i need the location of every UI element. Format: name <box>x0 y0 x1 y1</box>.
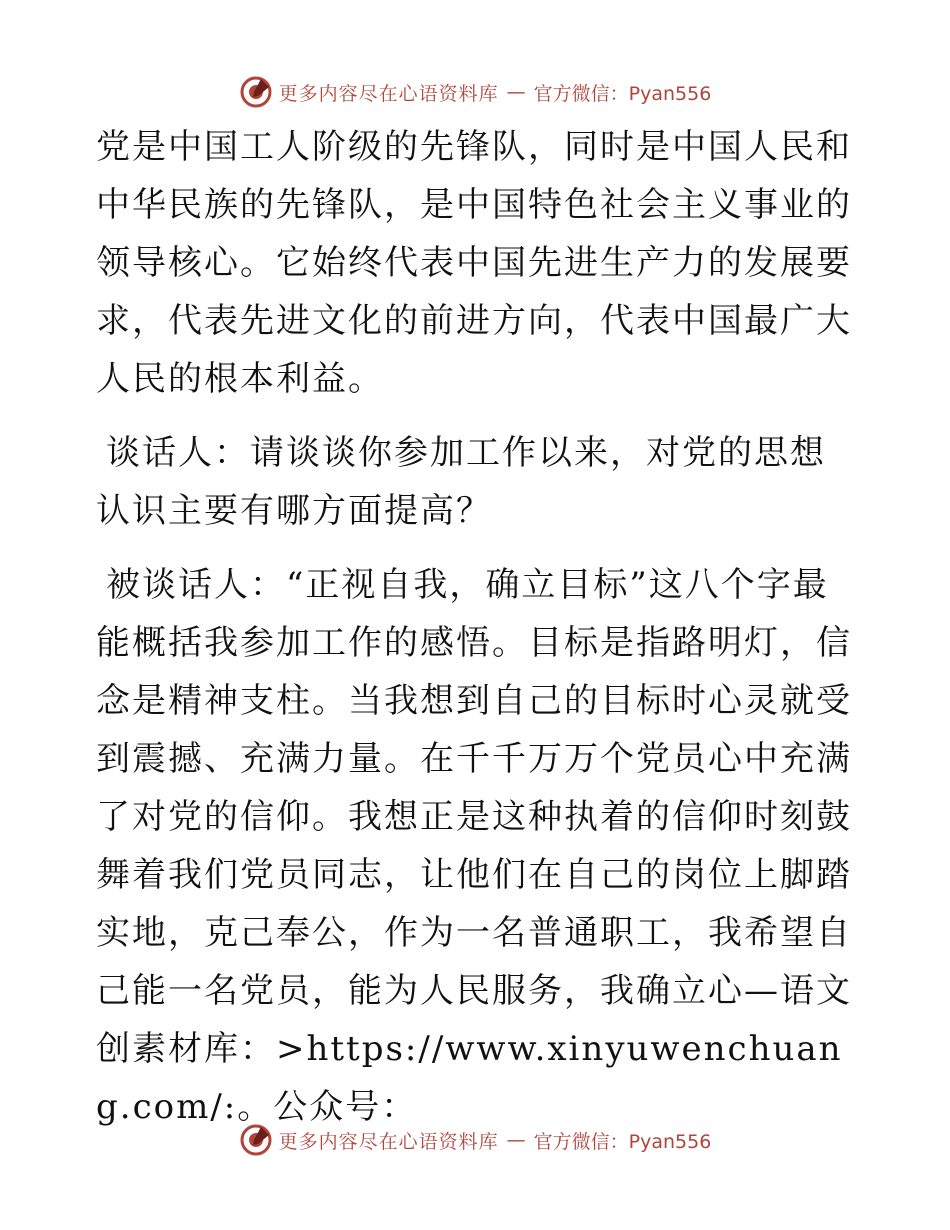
banner-wechat: 官方微信：Pyan556 <box>533 82 712 105</box>
paragraph-party-definition: 党是中国工人阶级的先锋队，同时是中国人民和中华民族的先锋队，是中国特色社会主义事业的领导核心。它始终代表中国先进生产力的发展要求，代表先进文化的前进方向，代表中国最广大人民的根本利益。 <box>96 127 852 399</box>
page-footer-banner <box>0 1120 950 1160</box>
pen-logo-icon <box>239 75 273 109</box>
banner-title: 更多内容尽在心语资料库 <box>278 1130 499 1153</box>
page-header-banner <box>0 72 950 112</box>
pen-logo-icon <box>239 1123 273 1157</box>
paragraph-interviewer-question: 谈话人：请谈谈你参加工作以来，对党的思想认识主要有哪方面提高？ <box>96 433 826 531</box>
banner-wechat: 官方微信：Pyan556 <box>533 1130 712 1153</box>
paragraph-interviewee-answer: 被谈话人：“正视自我，确立目标”这八个字最能概括我参加工作的感悟。目标是指路明灯，信念是精神支柱。当我想到自己的目标时心灵就受到震撼、充满力量。在千千万万个党员心中充满了对党的信仰。我想正是这种执着的信仰时刻鼓舞着我们党员同志，让他们在自己的岗位上脚踏实地，克己奉公，作为一名普通职工，我希望自己能一名党员，能为人民服务，我确立心—语文创素材库：>https://www.xinyuwenchuang.com/:。公众号： <box>96 565 852 1127</box>
banner-title: 更多内容尽在心语资料库 <box>278 82 499 105</box>
banner-separator: — <box>506 81 526 103</box>
banner-separator: — <box>506 1129 526 1151</box>
document-body <box>96 118 856 1152</box>
